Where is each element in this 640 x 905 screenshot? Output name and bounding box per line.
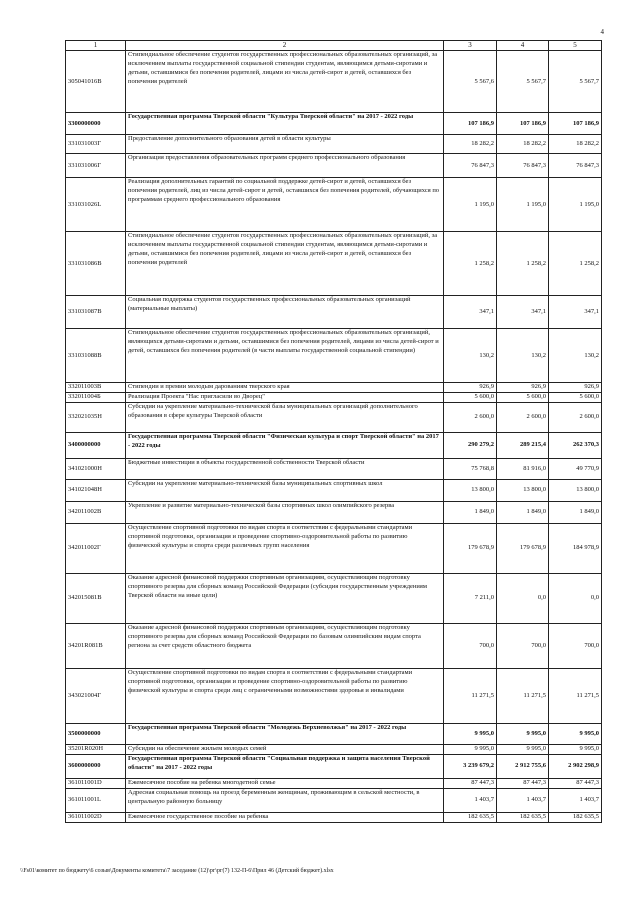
row-code: 331031003Г: [66, 135, 126, 154]
table-row: [66, 744, 602, 754]
row-description: Укрепление и развитие материально-технической базы спортивных школ олимпийского резерва: [126, 501, 444, 523]
row-code: 341021048Н: [66, 479, 126, 501]
row-value-col4: 87 447,3: [497, 778, 549, 788]
row-code: 331031086В: [66, 232, 126, 296]
row-description: Стипендиальное обеспечение студентов государственных профессиональных образовательных организаций, являющихся детьми-сиротами и детьми, оставшимися без попечения родителей, лицами из числа детей-сирот и детей, оставшихся без попечения родителей (в части выплаты государственной социальной стипендии): [126, 329, 444, 383]
row-code: 341021000Н: [66, 458, 126, 479]
row-value-col4: 5 600,0: [497, 393, 549, 403]
row-code: 3400000000: [66, 432, 126, 458]
row-value-col3: 1 195,0: [444, 178, 497, 232]
row-value-col5: 347,1: [549, 296, 602, 329]
table-row: [66, 135, 602, 154]
row-description: Субсидии на укрепление материально-технической базы муниципальных организаций дополнительного образования в сфере культуры Тверской области: [126, 402, 444, 432]
row-value-col5: 1 258,2: [549, 232, 602, 296]
table-row: [66, 754, 602, 778]
row-value-col4: 1 258,2: [497, 232, 549, 296]
row-value-col3: 182 635,5: [444, 812, 497, 822]
row-value-col3: 7 211,0: [444, 573, 497, 623]
table-row: [66, 812, 602, 822]
row-value-col3: 18 282,2: [444, 135, 497, 154]
row-value-col3: 926,9: [444, 383, 497, 393]
row-value-col5: 182 635,5: [549, 812, 602, 822]
row-value-col3: 347,1: [444, 296, 497, 329]
row-description: Стипендии и премии молодым дарованиям тверского края: [126, 383, 444, 393]
row-code: 361011001D: [66, 778, 126, 788]
row-value-col5: 700,0: [549, 623, 602, 668]
row-value-col5: 5 567,7: [549, 51, 602, 113]
row-code: 361011001L: [66, 788, 126, 812]
row-value-col3: 3 239 679,2: [444, 754, 497, 778]
row-description: Оказание адресной финансовой поддержки спортивным организациям, осуществляющим подготовку спортивного резерва для сборных команд Российской Федерации (субсидия государственным учреждениям Тверской области на иные цели): [126, 573, 444, 623]
header-col-1: 1: [66, 41, 126, 51]
budget-table: [65, 40, 602, 823]
row-value-col5: 49 770,9: [549, 458, 602, 479]
row-value-col4: 1 849,0: [497, 501, 549, 523]
table-row: [66, 232, 602, 296]
table-row: [66, 668, 602, 723]
page-number: 4: [600, 28, 604, 36]
table-row: [66, 402, 602, 432]
row-code: 342011002В: [66, 501, 126, 523]
row-description: Адресная социальная помощь на проезд беременным женщинам, проживающим в сельской местности, в центральную районную больницу: [126, 788, 444, 812]
row-value-col5: 11 271,5: [549, 668, 602, 723]
row-code: 342015081В: [66, 573, 126, 623]
table-row: [66, 51, 602, 113]
table-row: [66, 778, 602, 788]
row-code: 342011002Г: [66, 523, 126, 573]
table-row: [66, 383, 602, 393]
table-row: [66, 432, 602, 458]
row-value-col4: 182 635,5: [497, 812, 549, 822]
row-description: Социальная поддержка студентов государственных профессиональных образовательных организаций (материальные выплаты): [126, 296, 444, 329]
row-description: Осуществление спортивной подготовки по видам спорта в соответствии с федеральными стандартами спортивной подготовки, организация и проведение спортивно-оздоровительной работы по развитию физической культуры и спорта среди различных групп населения: [126, 523, 444, 573]
row-value-col5: 5 600,0: [549, 393, 602, 403]
table-row: [66, 623, 602, 668]
row-value-col5: 18 282,2: [549, 135, 602, 154]
row-value-col3: 11 271,5: [444, 668, 497, 723]
row-description: Осуществление спортивной подготовки по видам спорта в соответствии с федеральными стандартами спортивной подготовки, организация и проведение спортивно-оздоровительной работы по развитию физической культуры и спорта среди лиц с ограниченными возможностями здоровья и инвалидами: [126, 668, 444, 723]
table-row: [66, 523, 602, 573]
row-code: 34201R081В: [66, 623, 126, 668]
table-row: [66, 501, 602, 523]
table-row: [66, 458, 602, 479]
row-value-col5: 87 447,3: [549, 778, 602, 788]
row-value-col5: 130,2: [549, 329, 602, 383]
row-value-col5: 1 403,7: [549, 788, 602, 812]
row-value-col5: 13 800,0: [549, 479, 602, 501]
row-value-col4: 9 995,0: [497, 744, 549, 754]
row-code: 3600000000: [66, 754, 126, 778]
table-row: [66, 723, 602, 744]
row-value-col3: 5 567,6: [444, 51, 497, 113]
row-value-col5: 107 186,9: [549, 113, 602, 135]
row-value-col4: 289 215,4: [497, 432, 549, 458]
table-row: [66, 479, 602, 501]
row-description: Государственная программа Тверской области "Физическая культура и спорт Тверской области" на 2017 - 2022 годы: [126, 432, 444, 458]
table-row: [66, 296, 602, 329]
row-code: 305041016B: [66, 51, 126, 113]
row-value-col4: 179 678,9: [497, 523, 549, 573]
row-value-col5: 76 847,3: [549, 154, 602, 178]
row-description: Государственная программа Тверской области "Культура Тверской области" на 2017 - 2022 годы: [126, 113, 444, 135]
row-description: Государственная программа Тверской области "Социальная поддержка и защита населения Тверской области" на 2017 - 2022 годы: [126, 754, 444, 778]
row-code: 332011004Б: [66, 393, 126, 403]
row-value-col5: 262 370,3: [549, 432, 602, 458]
row-value-col3: 9 995,0: [444, 744, 497, 754]
row-value-col5: 0,0: [549, 573, 602, 623]
row-value-col3: 179 678,9: [444, 523, 497, 573]
row-value-col4: 81 916,0: [497, 458, 549, 479]
row-value-col5: 9 995,0: [549, 723, 602, 744]
table-row: [66, 788, 602, 812]
row-value-col4: 2 600,0: [497, 402, 549, 432]
row-value-col3: 2 600,0: [444, 402, 497, 432]
row-code: 332021035Н: [66, 402, 126, 432]
row-code: 331031088В: [66, 329, 126, 383]
table-row: [66, 573, 602, 623]
row-value-col4: 18 282,2: [497, 135, 549, 154]
row-value-col3: 130,2: [444, 329, 497, 383]
row-value-col4: 11 271,5: [497, 668, 549, 723]
row-code: 331031006Г: [66, 154, 126, 178]
row-value-col3: 1 849,0: [444, 501, 497, 523]
row-value-col4: 1 403,7: [497, 788, 549, 812]
row-code: 3500000000: [66, 723, 126, 744]
row-description: Субсидии на укрепление материально-технической базы муниципальных спортивных школ: [126, 479, 444, 501]
row-code: 35201R020Н: [66, 744, 126, 754]
row-description: Организация предоставления образовательных программ среднего профессионального образования: [126, 154, 444, 178]
row-value-col4: 1 195,0: [497, 178, 549, 232]
row-value-col4: 13 800,0: [497, 479, 549, 501]
row-code: 361011002D: [66, 812, 126, 822]
row-code: 3300000000: [66, 113, 126, 135]
row-value-col5: 1 849,0: [549, 501, 602, 523]
row-value-col3: 76 847,3: [444, 154, 497, 178]
row-value-col4: 107 186,9: [497, 113, 549, 135]
row-description: Ежемесячное государственное пособие на ребенка: [126, 812, 444, 822]
row-value-col3: 1 258,2: [444, 232, 497, 296]
row-value-col5: 1 195,0: [549, 178, 602, 232]
row-value-col4: 926,9: [497, 383, 549, 393]
row-value-col3: 700,0: [444, 623, 497, 668]
row-description: Реализация дополнительных гарантий по социальной поддержке детей-сирот и детей, оставшихся без попечения родителей, лиц из числа детей-сирот и детей, оставшихся без попечения родителей, обучающихся по программам среднего профессионального образования: [126, 178, 444, 232]
header-col-5: 5: [549, 41, 602, 51]
header-col-4: 4: [497, 41, 549, 51]
row-value-col3: 107 186,9: [444, 113, 497, 135]
row-description: Государственная программа Тверской области "Молодежь Верхневолжья" на 2017 - 2022 годы: [126, 723, 444, 744]
row-value-col3: 290 279,2: [444, 432, 497, 458]
table-row: [66, 154, 602, 178]
row-value-col3: 9 995,0: [444, 723, 497, 744]
table-row: [66, 329, 602, 383]
row-code: 343021004Г: [66, 668, 126, 723]
file-path-footer: \\Fs01\комитет по бюджету\6 созыв\Документы комитета\7 заседание (12)\рг\рг(7) 132-П-6\Прил 46 (Детский бюджет).xlsx: [20, 868, 334, 874]
row-value-col3: 87 447,3: [444, 778, 497, 788]
row-value-col4: 130,2: [497, 329, 549, 383]
row-value-col5: 2 600,0: [549, 402, 602, 432]
row-value-col4: 76 847,3: [497, 154, 549, 178]
row-description: Субсидии на обеспечение жильем молодых семей: [126, 744, 444, 754]
row-value-col3: 13 800,0: [444, 479, 497, 501]
row-code: 331031026L: [66, 178, 126, 232]
row-value-col5: 9 995,0: [549, 744, 602, 754]
row-value-col5: 926,9: [549, 383, 602, 393]
row-value-col4: 2 912 755,6: [497, 754, 549, 778]
row-code: 331031087В: [66, 296, 126, 329]
row-description: Стипендиальное обеспечение студентов государственных профессиональных образовательных организаций, за исключением выплаты государственной социальной стипендии студентам, являющимся детьми-сиротами и детьми, оставшимися без попечения родителей, лицами из числа детей-сирот и детей, оставшихся без попечения родителей: [126, 51, 444, 113]
row-value-col4: 9 995,0: [497, 723, 549, 744]
row-description: Предоставление дополнительного образования детей в области культуры: [126, 135, 444, 154]
header-row: [66, 41, 602, 51]
row-value-col4: 5 567,7: [497, 51, 549, 113]
row-description: Ежемесячное пособие на ребенка многодетной семье: [126, 778, 444, 788]
row-value-col5: 2 902 298,9: [549, 754, 602, 778]
header-col-3: 3: [444, 41, 497, 51]
row-value-col3: 75 768,8: [444, 458, 497, 479]
table-row: [66, 178, 602, 232]
row-description: Реализация Проекта "Нас пригласили во Дворец": [126, 393, 444, 403]
row-description: Стипендиальное обеспечение студентов государственных профессиональных образовательных организаций, за исключением выплаты государственной социальной стипендии студентам, являющимся детьми-сиротами и детьми, оставшимися без попечения родителей, лицами из числа детей-сирот и детей, оставшихся без попечения родителей: [126, 232, 444, 296]
row-value-col3: 1 403,7: [444, 788, 497, 812]
row-value-col4: 347,1: [497, 296, 549, 329]
header-col-2: 2: [126, 41, 444, 51]
row-value-col5: 184 978,9: [549, 523, 602, 573]
table-row: [66, 393, 602, 403]
row-description: Бюджетные инвестиции в объекты государственной собственности Тверской области: [126, 458, 444, 479]
table-row: [66, 113, 602, 135]
row-value-col3: 5 600,0: [444, 393, 497, 403]
row-description: Оказание адресной финансовой поддержки спортивным организациям, осуществляющим подготовку спортивного резерва для сборных команд Российской Федерации по базовым олимпийским видам спорта региона за счет средств областного бюджета: [126, 623, 444, 668]
row-value-col4: 0,0: [497, 573, 549, 623]
row-code: 332011003В: [66, 383, 126, 393]
row-value-col4: 700,0: [497, 623, 549, 668]
